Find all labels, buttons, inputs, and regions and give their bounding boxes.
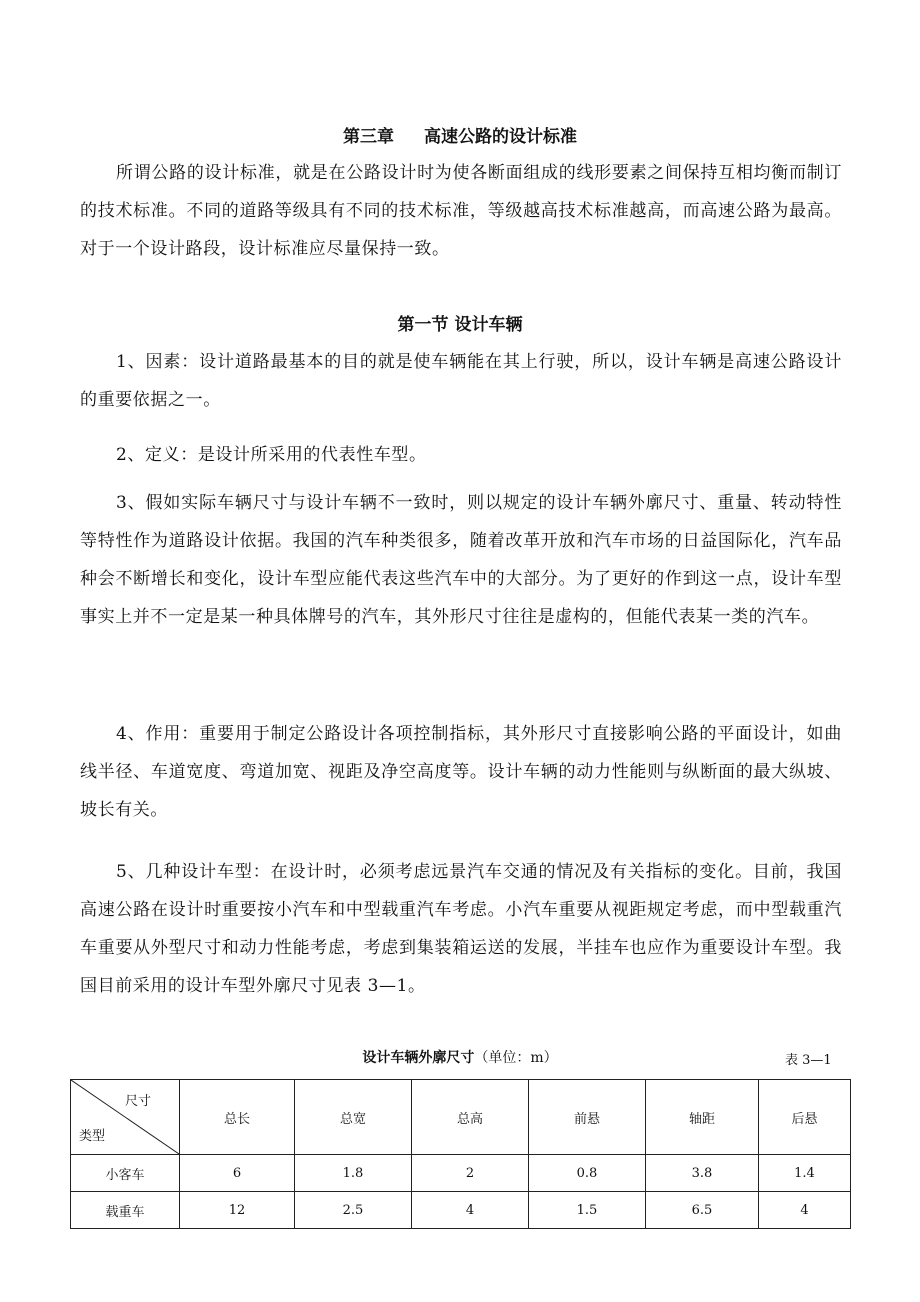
table-caption-main: 设计车辆外廓尺寸	[362, 1050, 475, 1066]
table-cell: 4	[412, 1192, 529, 1229]
vehicle-dimensions-table	[70, 1079, 851, 1229]
table-cell: 2	[412, 1155, 529, 1192]
paragraph-purpose: 4、作用：重要用于制定公路设计各项控制指标，其外形尺寸直接影响公路的平面设计，如曲线半径、车道宽度、弯道加宽、视距及净空高度等。设计车辆的动力性能则与纵断面的最大纵坡、坡长有关。	[80, 724, 842, 820]
table-cell: 6	[180, 1155, 295, 1192]
table-corner-cell	[71, 1080, 180, 1155]
row-type-cell: 小客车	[71, 1155, 180, 1192]
section-title: 第一节 设计车辆	[397, 315, 523, 335]
table-row	[71, 1155, 851, 1192]
column-header: 总宽	[295, 1080, 412, 1155]
column-header: 后悬	[759, 1080, 851, 1155]
intro-paragraph: 所谓公路的设计标准，就是在公路设计时为使各断面组成的线形要素之间保持互相均衡而制订的技术标准。不同的道路等级具有不同的技术标准，等级越高技术标准越高，而高速公路为最高。对于一个设计路段，设计标准应尽量保持一致。	[80, 163, 842, 259]
chapter-number: 第三章	[343, 127, 394, 147]
paragraph-vehicle-types: 5、几种设计车型：在设计时，必须考虑远景汽车交通的情况及有关指标的变化。目前，我国高速公路在设计时重要按小汽车和中型载重汽车考虑。小汽车重要从视距规定考虑，而中型载重汽车重要从外型尺寸和动力性能考虑，考虑到集装箱运送的发展，半挂车也应作为重要设计车型。我国目前采用的设计车型外廓尺寸见表 3—1。	[80, 862, 842, 996]
corner-label-dimension: 尺寸	[124, 1094, 151, 1109]
table-cell: 1.5	[529, 1192, 646, 1229]
column-header: 轴距	[646, 1080, 759, 1155]
row-type-cell: 载重车	[71, 1192, 180, 1229]
table-header-row	[71, 1080, 851, 1155]
table-row	[71, 1192, 851, 1229]
table-caption	[0, 1047, 920, 1067]
table-cell: 1.4	[759, 1155, 851, 1192]
chapter-name: 高速公路的设计标准	[424, 127, 577, 147]
column-header: 总长	[180, 1080, 295, 1155]
table-cell: 0.8	[529, 1155, 646, 1192]
table-cell: 1.8	[295, 1155, 412, 1192]
table-cell: 12	[180, 1192, 295, 1229]
table-cell: 2.5	[295, 1192, 412, 1229]
paragraph-definition: 2、定义：是设计所采用的代表性车型。	[116, 445, 427, 465]
table-number: 表 3—1	[785, 1053, 832, 1068]
column-header: 前悬	[529, 1080, 646, 1155]
table-caption-unit: （单位：m）	[474, 1050, 558, 1066]
column-header: 总高	[412, 1080, 529, 1155]
table-cell: 3.8	[646, 1155, 759, 1192]
corner-label-type: 类型	[79, 1129, 106, 1144]
paragraph-factor: 1、因素：设计道路最基本的目的就是使车辆能在其上行驶，所以，设计车辆是高速公路设计的重要依据之一。	[80, 352, 842, 410]
paragraph-dimension-basis: 3、假如实际车辆尺寸与设计车辆不一致时，则以规定的设计车辆外廓尺寸、重量、转动特性等特性作为道路设计依据。我国的汽车种类很多，随着改革开放和汽车市场的日益国际化，汽车品种会不断增长和变化，设计车型应能代表这些汽车中的大部分。为了更好的作到这一点，设计车型事实上并不一定是某一种具体牌号的汽车，其外形尺寸往往是虚构的，但能代表某一类的汽车。	[80, 493, 842, 627]
table-cell: 4	[759, 1192, 851, 1229]
chapter-title	[0, 122, 920, 147]
table-cell: 6.5	[646, 1192, 759, 1229]
